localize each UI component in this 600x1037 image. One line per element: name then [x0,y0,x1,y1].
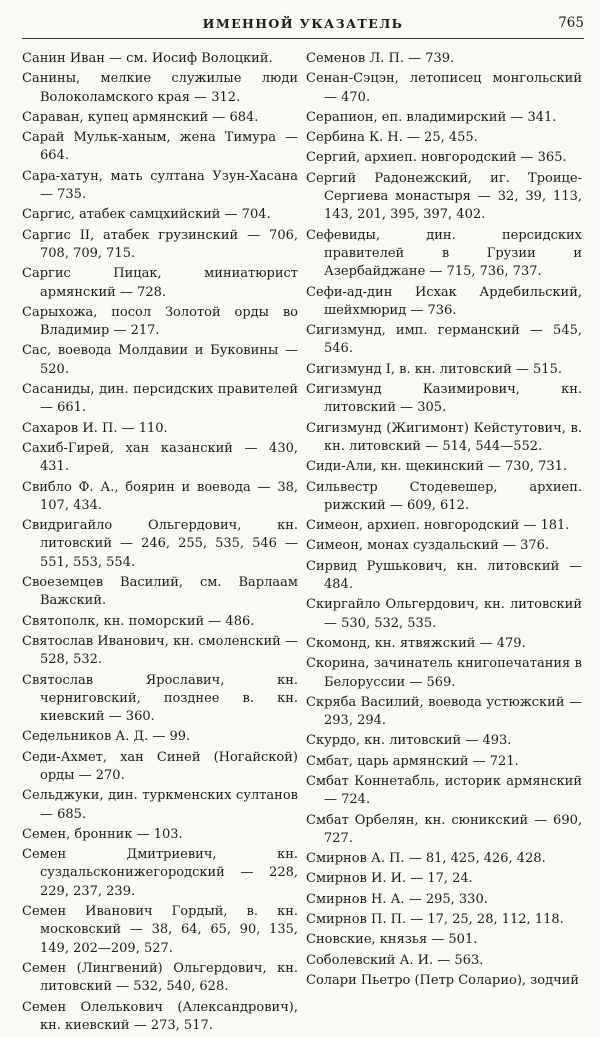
index-entry: Святослав Иванович, кн. смоленский — 528, 532. [22,633,298,668]
page-number: 765 [558,15,584,31]
index-entry: Сербина К. Н. — 25, 455. [306,130,478,146]
index-entry: Скряба Василий, воевода устюжский — 293, 294. [306,694,582,729]
running-header [22,10,584,39]
index-entry: Семен Олелькович (Александрович), кн. киевский — 273, 517. [22,999,298,1033]
index-entry: Сарай Мульк-ханым, жена Тимура — 664. [22,130,298,164]
left-column [22,50,298,1037]
index-entry: Смирнов П. П. — 17, 25, 28, 112, 118. [306,912,564,928]
index-entry: Святослав Ярославич, кн. черниговский, позднее в. кн. киевский — 360. [22,672,298,725]
index-entry: Сарыхожа, посол Золотой орды во Владимир — 217. [22,304,298,339]
index-entry: Семен Дмитриевич, кн. суздальсконижегородский — 228, 229, 237, 239. [22,847,298,899]
index-entry: Смирнов И. И. — 17, 24. [306,871,473,887]
index-entry: Смбат Орбелян, кн. сюникский — 690, 727. [306,812,582,846]
index-entry: Сергий Радонежский, иг. Троице-Сергиева монастыря — 32, 39, 113, 143, 201, 395, 397, 402. [306,170,582,223]
index-entry: Семен (Лингвений) Ольгердович, кн. литовский — 532, 540, 628. [22,960,298,995]
index-entry: Саргис Пицак, миниатюрист армянский — 728. [22,266,298,300]
index-entry: Сигизмунд I, в. кн. литовский — 515. [306,361,562,377]
index-entry: Сиди-Али, кн. щекинский — 730, 731. [306,459,568,475]
index-entry: Сара-хатун, мать султана Узун-Хасана — 735. [22,168,298,203]
index-entry: Сильвестр Стодевешер, архиеп. рижский — 609, 612. [306,479,582,513]
index-entry: Серапион, еп. владимирский — 341. [306,109,557,125]
index-entry: Сигизмунд, имп. германский — 545, 546. [306,323,582,357]
index-entry: Соболевский А. И. — 563. [306,952,484,968]
index-entry: Солари Пьетро (Петр Соларио), зодчий [306,972,580,988]
index-entry: Семен Иванович Гордый, в. кн. московский — 38, 64, 65, 90, 135, 149, 202—209, 527. [22,904,298,956]
index-entry: Сахиб-Гирей, хан казанский — 430, 431. [22,440,298,475]
index-entry: Сефи-ад-дин Исхак Ардебильский, шейхмюрид — 736. [306,284,582,318]
index-entry: Смбат Коннетабль, историк армянский — 724. [306,773,582,808]
index-entry: Седельников А. Д. — 99. [22,729,191,745]
index-entry: Сараван, купец армянский — 684. [22,109,259,125]
index-entry: Свибло Ф. А., боярин и воевода — 38, 107, 434. [22,479,298,513]
index-entry: Святополк, кн. поморский — 486. [22,613,255,629]
index-entry: Сельджуки, дин. туркменских султанов — 685. [22,788,298,822]
index-entry: Сновские, князья — 501. [306,932,478,948]
index-entry: Своеземцев Василий, см. Варлаам Важский. [22,575,298,609]
index-entry: Саргис II, атабек грузинский — 706, 708, 709, 715. [22,227,298,261]
index-entry: Сенан-Сэцэн, летописец монгольский — 470. [306,71,582,105]
index-entry: Симеон, архиеп. новгородский — 181. [306,518,570,534]
index-entry: Седи-Ахмет, хан Синей (Ногайской) орды — 270. [22,749,298,783]
index-entry: Скиргайло Ольгердович, кн. литовский — 530, 532, 535. [306,597,582,631]
index-entry: Сирвид Рушькович, кн. литовский — 484. [306,558,582,593]
index-entry: Скурдо, кн. литовский — 493. [306,733,512,749]
index-entry: Сигизмунд (Жигимонт) Кейстутович, в. кн. литовский — 514, 544—552. [306,420,582,454]
index-entry: Семен, бронник — 103. [22,826,183,842]
index-entry: Сигизмунд Казимирович, кн. литовский — 305. [306,382,582,416]
index-entry: Саргис, атабек самцхийский — 704. [22,207,271,223]
index-entry: Сефевиды, дин. персидских правителей в Грузии и Азербайджане — 715, 736, 737. [306,227,582,280]
index-entry: Смбат, царь армянский — 721. [306,753,519,769]
index-entry: Сахаров И. П. — 110. [22,420,168,436]
index-entry: Смирнов Н. А. — 295, 330. [306,891,488,907]
index-entry: Сасаниды, дин. персидских правителей — 661. [22,382,298,416]
right-column [306,50,582,992]
index-entry: Симеон, монах суздальский — 376. [306,538,550,554]
index-entry: Семенов Л. П. — 739. [306,51,455,66]
index-entry: Санины, мелкие служилые люди Волоколамского края — 312. [22,71,298,105]
index-entry: Сас, воевода Молдавии и Буковины — 520. [22,343,298,377]
index-entry: Скомонд, кн. ятвяжский — 479. [306,635,526,651]
index-entry: Свидригайло Ольгердович, кн. литовский — 246, 255, 535, 546 — 551, 553, 554. [22,518,298,570]
index-entry: Скорина, зачинатель книгопечатания в Белоруссии — 569. [306,656,582,690]
index-entry: Смирнов А. П. — 81, 425, 426, 428. [306,851,546,867]
index-entry: Санин Иван — см. Иосиф Волоцкий. [22,51,273,66]
page-title: ИМЕННОЙ УКАЗАТЕЛЬ [202,16,404,31]
index-entry: Сергий, архиеп. новгородский — 365. [306,150,567,166]
